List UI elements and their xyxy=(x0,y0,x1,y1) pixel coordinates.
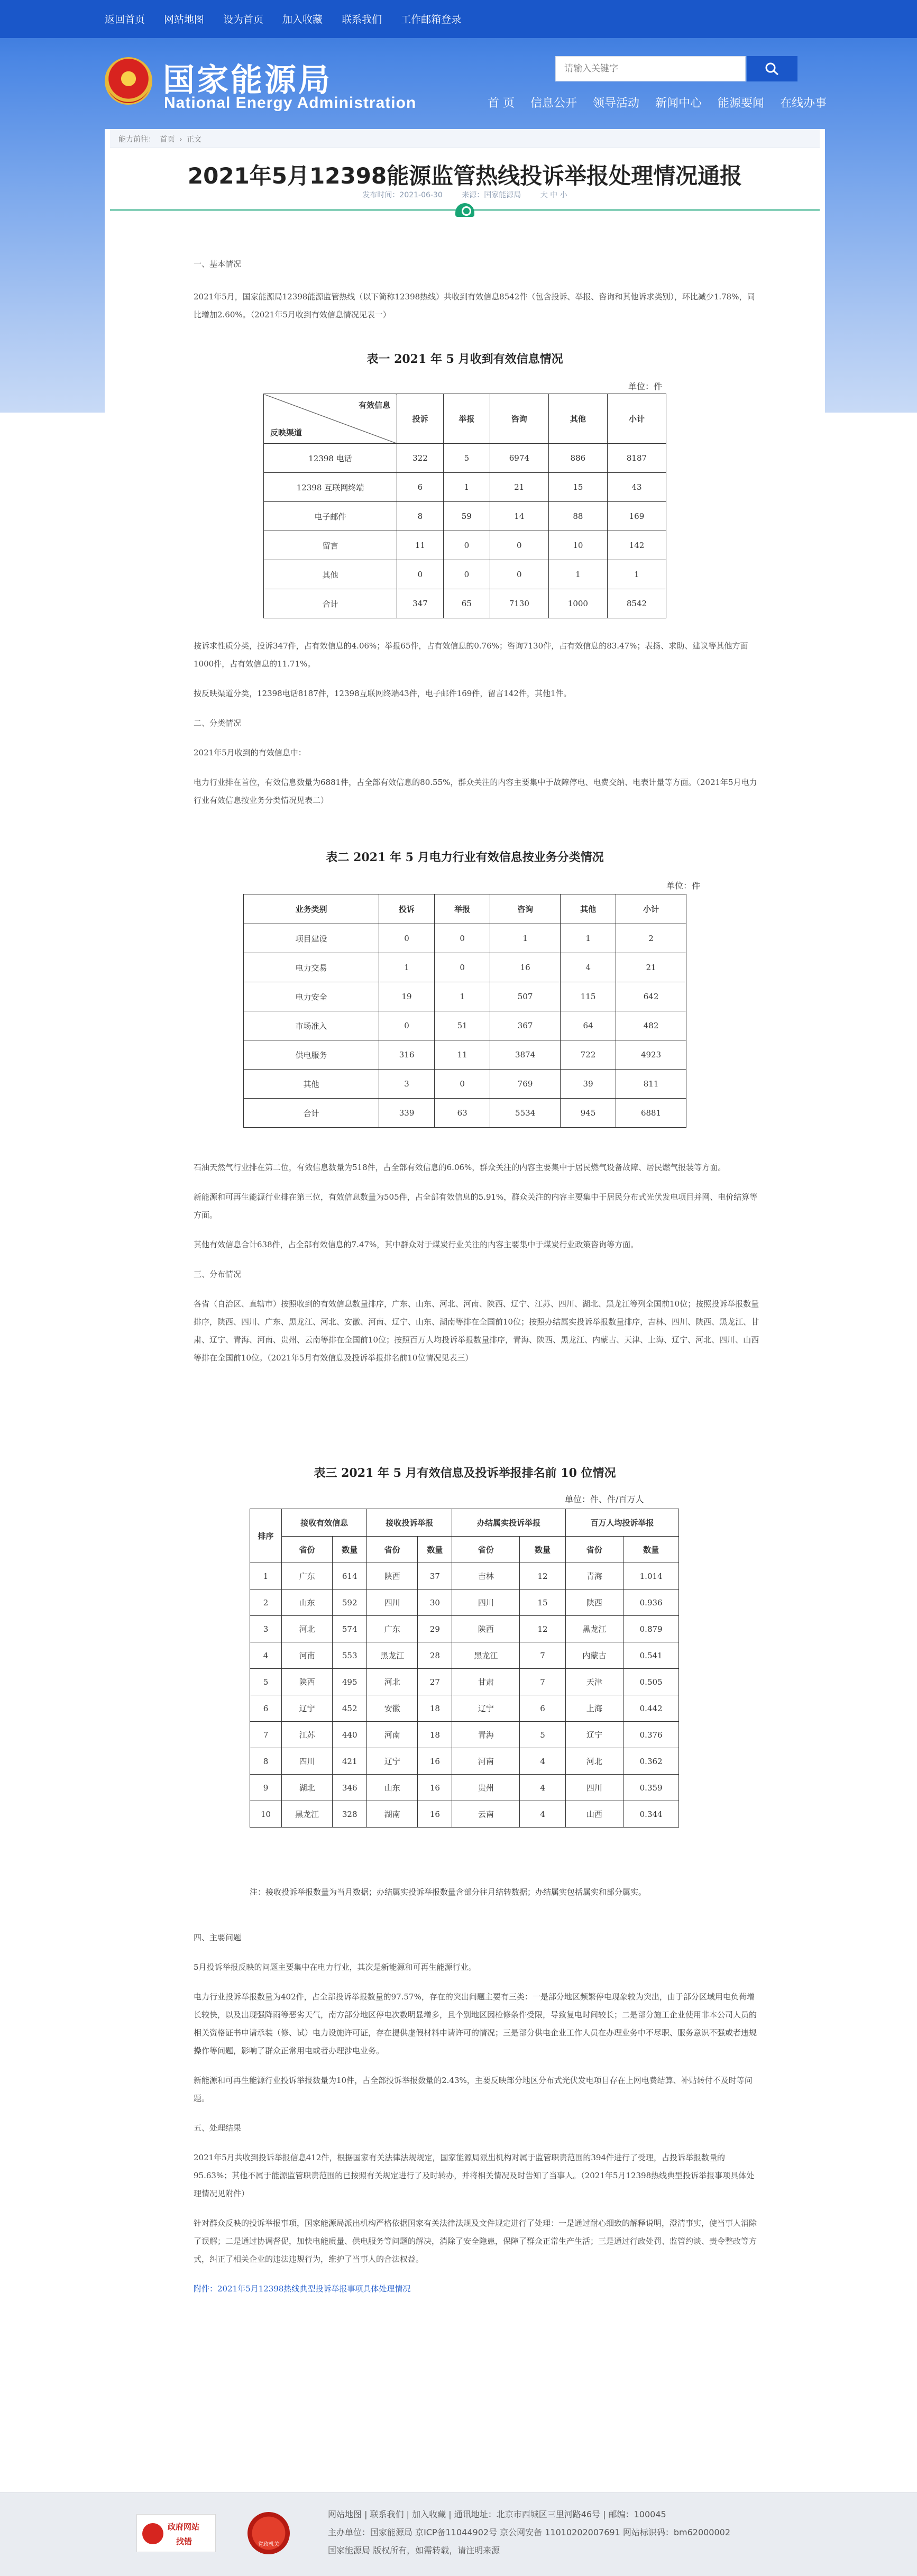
section-heading: 二、分类情况 xyxy=(194,718,242,728)
cell: 7 xyxy=(520,1642,565,1669)
cell: 黑龙江 xyxy=(367,1642,418,1669)
table-row xyxy=(250,1722,679,1748)
cell: 28 xyxy=(418,1642,452,1669)
top-utility-bar xyxy=(0,0,917,38)
cell: 7 xyxy=(250,1722,282,1748)
table-row xyxy=(264,473,666,502)
paragraph: 新能源和可再生能源行业投诉举报数量为10件，占全部投诉举报数量的2.43%，主要反映部分地区分布式光伏发电项目存在上网电费结算、补贴转付不及时等问题。 xyxy=(194,2076,753,2103)
cell: 1.014 xyxy=(623,1563,679,1590)
breadcrumb-current: 正文 xyxy=(186,135,201,144)
cell: 8 xyxy=(397,502,444,531)
table-row xyxy=(250,1775,679,1801)
cell: 1 xyxy=(607,560,666,589)
paragraph: 石油天然气行业排在第二位，有效信息数量为518件，占全部有效信息的6.06%，群众关注的内容主要集中于居民燃气设备故障、居民燃气报装等方面。 xyxy=(194,1163,726,1172)
table-row xyxy=(250,1590,679,1616)
cell: 339 xyxy=(379,1099,435,1128)
cell: 8 xyxy=(250,1748,282,1775)
cell: 507 xyxy=(490,982,561,1011)
cell: 16 xyxy=(418,1775,452,1801)
cell: 11 xyxy=(435,1040,490,1070)
cell: 0.505 xyxy=(623,1669,679,1695)
site-logo[interactable] xyxy=(105,53,433,116)
table-row xyxy=(244,982,686,1011)
cell: 14 xyxy=(490,502,548,531)
cell: 3 xyxy=(250,1616,282,1642)
national-emblem-icon xyxy=(105,57,152,105)
cell: 16 xyxy=(418,1801,452,1828)
cell: 2 xyxy=(250,1590,282,1616)
nav-online-services[interactable]: 在线办事 xyxy=(780,97,827,110)
table-row xyxy=(244,1011,686,1040)
cell: 安徽 xyxy=(367,1695,418,1722)
table-header-cell: 数量 xyxy=(333,1537,367,1563)
cell: 辽宁 xyxy=(565,1722,623,1748)
table-1 xyxy=(263,394,666,618)
cell: 115 xyxy=(561,982,616,1011)
paragraph: 其他有效信息合计638件，占全部有效信息的7.47%，其中群众对于煤炭行业关注的内容主要集中于煤炭行业政策咨询等方面。 xyxy=(194,1240,639,1249)
table-header-cell: 举报 xyxy=(443,394,490,444)
cell: 39 xyxy=(561,1070,616,1099)
cell: 574 xyxy=(333,1616,367,1642)
cell: 河北 xyxy=(282,1616,333,1642)
badge-text: 党政机关 xyxy=(258,2542,279,2547)
table-1-title: 表一 2021 年 5 月收到有效信息情况 xyxy=(366,352,563,366)
cell: 452 xyxy=(333,1695,367,1722)
cell: 吉林 xyxy=(452,1563,520,1590)
cell: 河南 xyxy=(367,1722,418,1748)
breadcrumb-separator: › xyxy=(179,135,182,144)
cell: 0.879 xyxy=(623,1616,679,1642)
article-source: 来源：国家能源局 xyxy=(462,191,521,199)
cell: 12398 互联网终端 xyxy=(264,473,397,502)
cell: 65 xyxy=(443,589,490,618)
table-header-cell: 接收有效信息 xyxy=(282,1509,367,1537)
cell: 0.359 xyxy=(623,1775,679,1801)
cell: 0.541 xyxy=(623,1642,679,1669)
paragraph: 2021年5月收到的有效信息中： xyxy=(194,748,306,757)
cell: 322 xyxy=(397,444,444,473)
nav-leadership[interactable]: 领导活动 xyxy=(593,97,640,110)
section-heading: 五、处理结果 xyxy=(194,2123,242,2133)
cell: 1 xyxy=(435,982,490,1011)
cell: 10 xyxy=(548,531,607,560)
cell: 其他 xyxy=(264,560,397,589)
table-row xyxy=(244,924,686,953)
cell: 内蒙古 xyxy=(565,1642,623,1669)
cell: 722 xyxy=(561,1040,616,1070)
cell: 347 xyxy=(397,589,444,618)
table-header-cell: 省份 xyxy=(282,1537,333,1563)
cell: 88 xyxy=(548,502,607,531)
table-row xyxy=(264,502,666,531)
cell: 421 xyxy=(333,1748,367,1775)
cell: 1 xyxy=(548,560,607,589)
cell: 18 xyxy=(418,1695,452,1722)
cell: 142 xyxy=(607,531,666,560)
cell: 辽宁 xyxy=(367,1748,418,1775)
cell: 1 xyxy=(379,953,435,982)
table-header-cell: 数量 xyxy=(418,1537,452,1563)
cell: 440 xyxy=(333,1722,367,1748)
link-email-login[interactable]: 工作邮箱登录 xyxy=(401,14,462,25)
cell: 1 xyxy=(490,924,561,953)
table-header-cell: 投诉 xyxy=(379,894,435,924)
site-footer xyxy=(0,2492,917,2576)
table-header-cell: 小计 xyxy=(607,394,666,444)
cell: 0 xyxy=(435,1070,490,1099)
table-2-title: 表二 2021 年 5 月电力行业有效信息按业务分类情况 xyxy=(326,851,604,864)
cell: 811 xyxy=(616,1070,686,1099)
cell: 64 xyxy=(561,1011,616,1040)
table-1-unit: 单位：件 xyxy=(628,381,663,391)
table-header-cell: 投诉 xyxy=(397,394,444,444)
cell: 陕西 xyxy=(565,1590,623,1616)
cell: 山西 xyxy=(565,1801,623,1828)
cell: 482 xyxy=(616,1011,686,1040)
cell: 四川 xyxy=(282,1748,333,1775)
table-row xyxy=(250,1748,679,1775)
paragraph: 2021年5月共收到投诉举报信息412件，根据国家有关法律法规规定，国家能源局派出机构对属于监管职责范围的394件进行了受理，占投诉举报数量的95.63%；其他不属于能源监管职责范围的已按照有关规定进行了及时转办，并将相关情况及时告知了当事人。（2021年5月12398热线典型投诉举报事项具体处理情况见附件） xyxy=(194,2153,755,2198)
cell: 黑龙江 xyxy=(452,1642,520,1669)
cell: 5 xyxy=(520,1722,565,1748)
cell: 河北 xyxy=(367,1669,418,1695)
cell: 山东 xyxy=(282,1590,333,1616)
cell: 3874 xyxy=(490,1040,561,1070)
divider-badge-icon xyxy=(455,203,474,217)
cell: 4 xyxy=(250,1642,282,1669)
cell: 63 xyxy=(435,1099,490,1128)
cell: 项目建设 xyxy=(244,924,379,953)
link-contact[interactable]: 联系我们 xyxy=(342,14,382,25)
cell: 16 xyxy=(418,1748,452,1775)
cell: 留言 xyxy=(264,531,397,560)
cell: 6 xyxy=(397,473,444,502)
breadcrumb xyxy=(110,129,820,148)
breadcrumb-label: 能力前往： xyxy=(118,135,155,144)
cell: 云南 xyxy=(452,1801,520,1828)
badge-line-2: 找错 xyxy=(176,2537,192,2546)
cell: 山东 xyxy=(367,1775,418,1801)
table-header-cell: 百万人均投诉举报 xyxy=(565,1509,678,1537)
party-gov-agency-badge[interactable] xyxy=(247,2512,290,2554)
paragraph: 按诉求性质分类，投诉347件，占有效信息的4.06%；举报65件，占有效信息的0.76%；咨询7130件，占有效信息的83.47%；表扬、求助、建议等其他方面1000件，占有效信息的11.71%。 xyxy=(194,641,748,669)
cell: 黑龙江 xyxy=(565,1616,623,1642)
table-row xyxy=(264,560,666,589)
cell: 316 xyxy=(379,1040,435,1070)
cell: 1 xyxy=(443,473,490,502)
cell: 8187 xyxy=(607,444,666,473)
section-1-summary xyxy=(194,637,759,809)
cell: 湖南 xyxy=(367,1801,418,1828)
table-header-cell: 接收投诉举报 xyxy=(367,1509,452,1537)
table-row xyxy=(250,1642,679,1669)
cell: 6 xyxy=(520,1695,565,1722)
cell: 12 xyxy=(520,1563,565,1590)
badge-line-1: 政府网站 xyxy=(168,2522,200,2532)
cell: 37 xyxy=(418,1563,452,1590)
cell: 15 xyxy=(520,1590,565,1616)
cell: 电子邮件 xyxy=(264,502,397,531)
cell: 陕西 xyxy=(367,1563,418,1590)
paragraph: 电力行业投诉举报数量为402件，占全部投诉举报数量的97.57%，存在的突出问题主要有三类：一是部分地区频繁停电现象较为突出，由于部分区域用电负荷增长较快，以及出现强降雨等恶劣天气，南方部分地区停电次数明显增多，且个别地区因检修条件受限，导致复电时间较长；二是部分施工企业使用非本公司人员的相关资格证书申请承装（修、试）电力设施许可证，存在提供虚假材料申请许可的情况；三是部分供电企业工作人员在办理业务中不尽职、服务意识不强或者违规操作等问题，影响了群众正常用电或者办理涉电业务。 xyxy=(194,1992,757,2056)
cell: 8542 xyxy=(607,589,666,618)
cell: 0.362 xyxy=(623,1748,679,1775)
paragraph: 5月投诉举报反映的问题主要集中在电力行业，其次是新能源和可再生能源行业。 xyxy=(194,1962,476,1972)
cell: 河南 xyxy=(282,1642,333,1669)
cell: 贵州 xyxy=(452,1775,520,1801)
cell: 10 xyxy=(250,1801,282,1828)
link-home[interactable]: 返回首页 xyxy=(105,14,145,25)
gov-emblem-icon xyxy=(142,2523,163,2544)
table-row xyxy=(250,1695,679,1722)
cell: 19 xyxy=(379,982,435,1011)
cell: 合计 xyxy=(264,589,397,618)
table-header-cell: 数量 xyxy=(520,1537,565,1563)
cell: 0 xyxy=(490,531,548,560)
cell: 51 xyxy=(435,1011,490,1040)
cell: 6 xyxy=(250,1695,282,1722)
cell: 328 xyxy=(333,1801,367,1828)
cell: 广东 xyxy=(367,1616,418,1642)
paragraph: 新能源和可再生能源行业排在第三位，有效信息数量为505件，占全部有效信息的5.91%，群众关注的内容主要集中于居民分布式光伏发电项目并网、电价结算等方面。 xyxy=(194,1192,758,1220)
cell: 0.442 xyxy=(623,1695,679,1722)
cell: 29 xyxy=(418,1616,452,1642)
cell: 0 xyxy=(435,924,490,953)
cell: 614 xyxy=(333,1563,367,1590)
cell: 553 xyxy=(333,1642,367,1669)
link-sitemap[interactable]: 网站地图 xyxy=(164,14,205,25)
cell: 广东 xyxy=(282,1563,333,1590)
section-heading: 四、主要问题 xyxy=(194,1933,242,1942)
cell: 367 xyxy=(490,1011,561,1040)
article-meta xyxy=(105,189,825,200)
corner-bottom-label: 反映渠道 xyxy=(270,428,302,437)
cell: 11 xyxy=(397,531,444,560)
cell: 9 xyxy=(250,1775,282,1801)
cell: 河南 xyxy=(452,1748,520,1775)
cell: 0.376 xyxy=(623,1722,679,1748)
cell: 21 xyxy=(490,473,548,502)
cell: 6881 xyxy=(616,1099,686,1128)
cell: 上海 xyxy=(565,1695,623,1722)
cell: 12398 电话 xyxy=(264,444,397,473)
cell: 江苏 xyxy=(282,1722,333,1748)
cell: 河北 xyxy=(565,1748,623,1775)
table-header-cell: 举报 xyxy=(435,894,490,924)
cell: 电力交易 xyxy=(244,953,379,982)
cell: 945 xyxy=(561,1099,616,1128)
cell: 30 xyxy=(418,1590,452,1616)
cell: 642 xyxy=(616,982,686,1011)
cell: 四川 xyxy=(452,1590,520,1616)
cell: 供电服务 xyxy=(244,1040,379,1070)
cell: 6974 xyxy=(490,444,548,473)
article-title: 2021年5月12398能源监管热线投诉举报处理情况通报 xyxy=(187,163,742,189)
table-3-title: 表三 2021 年 5 月有效信息及投诉举报排名前 10 位情况 xyxy=(314,1466,616,1480)
footer-info xyxy=(328,2506,857,2560)
cell: 合计 xyxy=(244,1099,379,1128)
paragraph: 按反映渠道分类，12398电话8187件，12398互联网终端43件，电子邮件169件，留言142件，其他1件。 xyxy=(194,689,572,698)
logo-chinese-name: 国家能源局 xyxy=(163,62,332,99)
table-row xyxy=(244,1099,686,1128)
cell: 天津 xyxy=(565,1669,623,1695)
cell: 769 xyxy=(490,1070,561,1099)
cell: 0 xyxy=(443,531,490,560)
paragraph: 2021年5月，国家能源局12398能源监管热线（以下简称12398热线）共收到有效信息8542件（包含投诉、举报、咨询和其他诉求类别），环比减少1.78%，同比增加2.60%。（2021年5月收到有效信息情况见表一） xyxy=(194,292,755,319)
article-container xyxy=(105,129,825,2482)
paragraph: 针对群众反映的投诉举报事项，国家能源局派出机构严格依据国家有关法律法规及文件规定进行了处理：一是通过耐心细致的解释说明，澄清事实，使当事人消除了误解；二是通过协调督促，加快电能质量、供电服务等问题的解决，消除了安全隐患，保障了群众正常生产生活；三是通过行政处罚、监管约谈、责令整改等方式，纠正了相关企业的违法违规行为，维护了当事人的合法权益。 xyxy=(194,2218,757,2264)
font-size-switch[interactable]: 大 中 小 xyxy=(540,191,567,199)
cell: 1000 xyxy=(548,589,607,618)
table-row xyxy=(264,444,666,473)
attachment-link[interactable]: 附件：2021年5月12398热线典型投诉举报事项具体处理情况 xyxy=(194,2284,411,2294)
cell: 辽宁 xyxy=(282,1695,333,1722)
footer-copyright-line: 国家能源局 版权所有，如需转载，请注明来源 xyxy=(328,2545,500,2555)
cell: 0 xyxy=(443,560,490,589)
cell: 甘肃 xyxy=(452,1669,520,1695)
cell: 4 xyxy=(520,1775,565,1801)
cell: 5 xyxy=(250,1669,282,1695)
breadcrumb-home[interactable]: 首页 xyxy=(160,135,175,144)
cell: 3 xyxy=(379,1070,435,1099)
section-1 xyxy=(194,255,759,324)
table-header-cell: 数量 xyxy=(623,1537,679,1563)
cell: 4923 xyxy=(616,1040,686,1070)
cell: 0 xyxy=(490,560,548,589)
cell: 四川 xyxy=(565,1775,623,1801)
utility-links xyxy=(105,12,461,26)
cell: 4 xyxy=(520,1748,565,1775)
cell: 0.344 xyxy=(623,1801,679,1828)
table-header-cell: 省份 xyxy=(367,1537,418,1563)
table-row xyxy=(264,589,666,618)
cell: 0 xyxy=(379,924,435,953)
cell: 湖北 xyxy=(282,1775,333,1801)
nav-home[interactable]: 首 页 xyxy=(488,97,515,110)
cell: 0 xyxy=(397,560,444,589)
table-header-cell: 省份 xyxy=(565,1537,623,1563)
table-3-unit: 单位：件、件/百万人 xyxy=(565,1494,644,1504)
cell: 495 xyxy=(333,1669,367,1695)
link-add-favorite[interactable]: 加入收藏 xyxy=(282,14,323,25)
nav-energy-news[interactable]: 能源要闻 xyxy=(718,97,765,110)
cell: 黑龙江 xyxy=(282,1801,333,1828)
table-row xyxy=(244,953,686,982)
nav-info-public[interactable]: 信息公开 xyxy=(530,97,577,110)
cell: 18 xyxy=(418,1722,452,1748)
section-2-details xyxy=(194,1158,759,1367)
cell: 陕西 xyxy=(452,1616,520,1642)
table-header-cell: 小计 xyxy=(616,894,686,924)
search-input[interactable] xyxy=(555,56,746,81)
table-header-cell: 省份 xyxy=(452,1537,520,1563)
cell: 电力安全 xyxy=(244,982,379,1011)
cell: 886 xyxy=(548,444,607,473)
table-1-corner-cell xyxy=(264,394,397,444)
cell: 陕西 xyxy=(282,1669,333,1695)
table-3-note: 注：接收投诉举报数量为当月数据；办结属实投诉举报数量含部分往月结转数据；办结属实包括属实和部分属实。 xyxy=(250,1887,647,1897)
search-icon xyxy=(765,62,780,76)
nav-news[interactable]: 新闻中心 xyxy=(655,97,702,110)
table-2 xyxy=(243,894,686,1128)
cell: 27 xyxy=(418,1669,452,1695)
cell: 0.936 xyxy=(623,1590,679,1616)
table-row xyxy=(264,531,666,560)
cell: 辽宁 xyxy=(452,1695,520,1722)
cell: 43 xyxy=(607,473,666,502)
table-header-cell: 办结属实投诉举报 xyxy=(452,1509,565,1537)
section-4-5 xyxy=(194,1929,759,2298)
cell: 5534 xyxy=(490,1099,561,1128)
cell: 346 xyxy=(333,1775,367,1801)
cell: 21 xyxy=(616,953,686,982)
cell: 59 xyxy=(443,502,490,531)
table-row xyxy=(250,1563,679,1590)
cell: 2 xyxy=(616,924,686,953)
table-header-cell: 咨询 xyxy=(490,394,548,444)
publish-date: 发布时间：2021-06-30 xyxy=(362,191,443,199)
cell: 0 xyxy=(379,1011,435,1040)
table-row xyxy=(250,1801,679,1828)
cell: 592 xyxy=(333,1590,367,1616)
cell: 青海 xyxy=(565,1563,623,1590)
cell: 其他 xyxy=(244,1070,379,1099)
table-row xyxy=(244,1040,686,1070)
cell: 0 xyxy=(435,953,490,982)
table-row xyxy=(250,1669,679,1695)
search-button[interactable] xyxy=(747,56,797,81)
cell: 青海 xyxy=(452,1722,520,1748)
table-header-cell: 咨询 xyxy=(490,894,561,924)
cell: 7 xyxy=(520,1669,565,1695)
table-2-unit: 单位：件 xyxy=(666,881,701,891)
gov-site-error-report-badge[interactable] xyxy=(136,2514,216,2552)
cell: 四川 xyxy=(367,1590,418,1616)
cell: 169 xyxy=(607,502,666,531)
cell: 16 xyxy=(490,953,561,982)
table-header-cell: 其他 xyxy=(561,894,616,924)
cell: 12 xyxy=(520,1616,565,1642)
table-header-cell: 其他 xyxy=(548,394,607,444)
footer-registration-line: 主办单位：国家能源局 京ICP备11044902号 京公网安备 11010202007691 网站标识码：bm62000002 xyxy=(328,2527,731,2537)
table-header-cell: 排序 xyxy=(250,1509,282,1563)
link-set-homepage[interactable]: 设为首页 xyxy=(223,14,264,25)
cell: 1 xyxy=(561,924,616,953)
table-3 xyxy=(250,1509,679,1828)
corner-top-label: 有效信息 xyxy=(358,400,390,410)
table-header-cell: 业务类别 xyxy=(244,894,379,924)
paragraph: 各省（自治区、直辖市）按照收到的有效信息数量排序，广东、山东、河北、河南、陕西、辽宁、江苏、四川、湖北、黑龙江等列全国前10位；按照投诉举报数量排序，陕西、四川、广东、黑龙江、河北、安徽、河南、辽宁、山东、湖南等排在全国前10位；按照办结属实投诉举报数量排序，吉林、四川、陕西、黑龙江、甘肃、辽宁、青海、河南、贵州、云南等排在全国前10位；按照百万人均投诉举报数量排序，青海、陕西、黑龙江、内蒙古、天津、上海、辽宁、河北、四川、山西等排在全国前10位。（2021年5月有效信息及投诉举报排名前10位情况见表三） xyxy=(194,1299,759,1363)
cell: 1 xyxy=(250,1563,282,1590)
section-heading: 三、分布情况 xyxy=(194,1269,242,1279)
section-heading: 一、基本情况 xyxy=(194,259,242,269)
table-row xyxy=(244,1070,686,1099)
cell: 市场准入 xyxy=(244,1011,379,1040)
cell: 5 xyxy=(443,444,490,473)
cell: 4 xyxy=(561,953,616,982)
cell: 7130 xyxy=(490,589,548,618)
cell: 15 xyxy=(548,473,607,502)
table-row xyxy=(250,1616,679,1642)
logo-english-name: National Energy Administration xyxy=(164,94,417,112)
paragraph: 电力行业排在首位，有效信息数量为6881件，占全部有效信息的80.55%，群众关注的内容主要集中于故障停电、电费交纳、电表计量等方面。（2021年5月电力行业有效信息按业务分类情况见表二） xyxy=(194,778,757,805)
main-navigation xyxy=(488,94,827,111)
footer-links-line[interactable]: 网站地图 | 联系我们 | 加入收藏 | 通讯地址：北京市西城区三里河路46号 | 邮编：100045 xyxy=(328,2509,666,2519)
cell: 4 xyxy=(520,1801,565,1828)
